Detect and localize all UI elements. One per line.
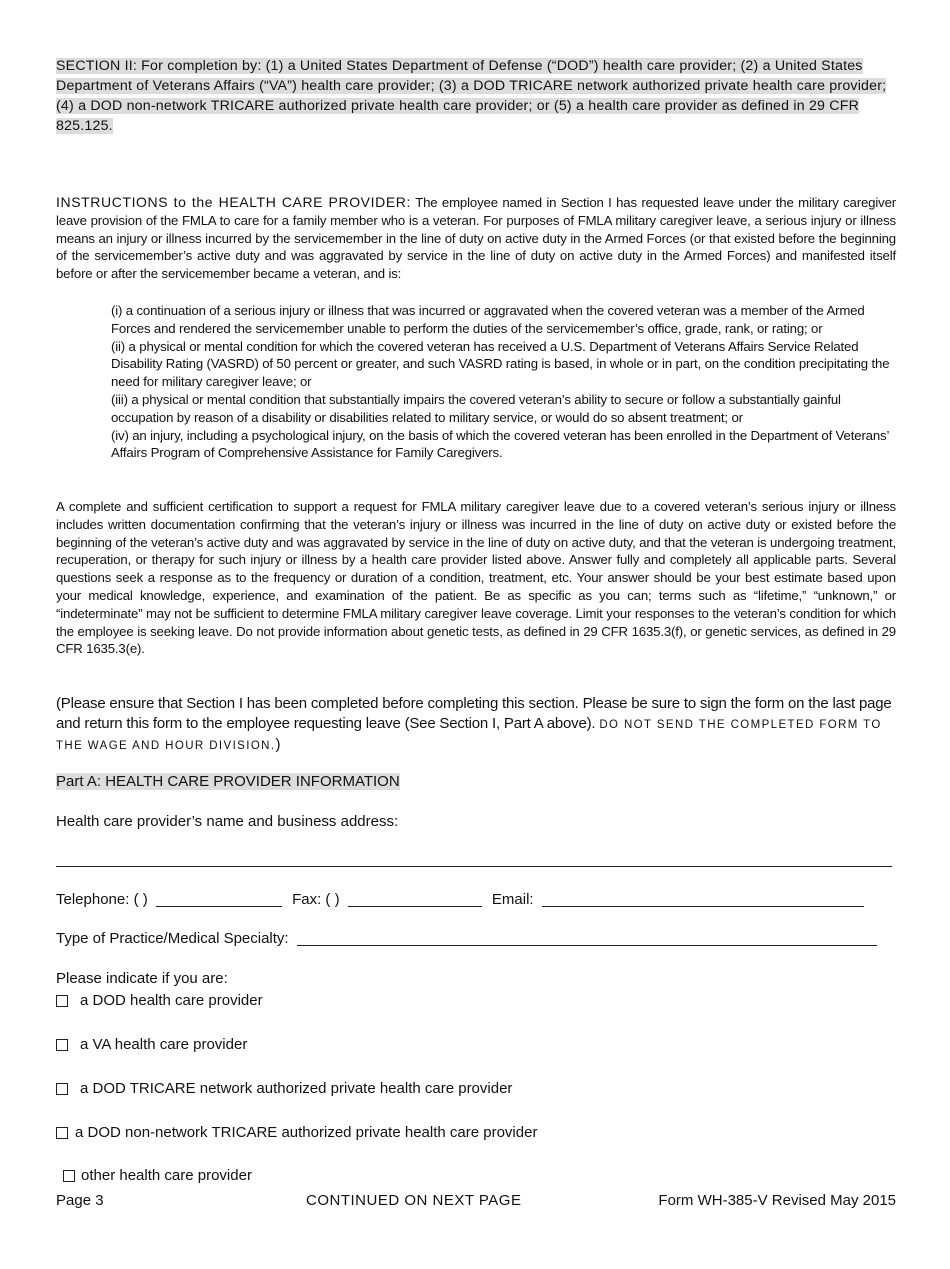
checkbox-va[interactable] [56,1039,68,1051]
section-header [56,56,896,136]
checkbox-dod[interactable] [56,995,68,1007]
option-tricare-non-network[interactable] [56,1124,537,1141]
criteria-item-i: (i) a continuation of a serious injury or illness that was incurred or aggravated when the covered veteran was a member of the Armed Forces and rendered the servicemember unable to perform the duties of the servicemember’s office, grade, rank, or rating; or [111,303,865,336]
email-field[interactable] [542,906,864,907]
ensure-text: (Please ensure that Section I has been completed before completing this section. Please be sure to sign the form on the last page and return this form to the employee requesting leave (See Section I, Part A above). [56,695,892,732]
provider-name-address-label: Health care provider’s name and business address: [56,813,399,830]
criteria-list [111,302,891,462]
form-revision: Form WH-385-V Revised May 2015 [658,1192,896,1209]
specialty-field[interactable] [297,945,877,946]
instructions-text: The employee named in Section I has requested leave under the military caregiver leave provision of the FMLA to care for a family member who is a veteran. For purposes of FMLA military caregiver leave, a serious injury or illness means an injury or illness incurred by the servicemember in the line of duty on active duty in the Armed Forces (or that existed before the beginning of the servicemember’s active duty and was aggravated by service in the line of duty on active duty in the Armed Forces) and manifested itself before or after the servicemember became a veteran, and is: [56,195,897,282]
checkbox-tricare-non-network[interactable] [56,1127,68,1139]
ensure-paragraph [56,694,896,756]
ensure-close: ) [275,736,281,753]
instructions-label: INSTRUCTIONS to the HEALTH CARE PROVIDER: [56,194,411,210]
fax-field[interactable] [348,906,482,907]
option-other-label: other health care provider [81,1167,252,1184]
checkbox-tricare-network[interactable] [56,1083,68,1095]
fax-label: Fax: ( ) [292,891,340,908]
certification-paragraph: A complete and sufficient certification to support a request for FMLA military caregiver leave due to a covered veteran’s serious injury or illness includes written documentation confirming that the veteran’s injury or illness was incurred in the line of duty on active duty or existed before the beginning of the veteran’s active duty and was aggravated by service in the line of duty on active duty, and that the veteran is undergoing treatment, recuperation, or therapy for such injury or illness by a health care provider listed above. Answer fully and completely all applicable parts. Several questions seek a response as to the frequency or duration of a condition, treatment, etc. Your answer should be your best estimate based upon your medical knowledge, experience, and examination of the patient. Be as specific as you can; terms such as “lifetime,” “unknown,” or “indeterminate” may not be sufficient to determine FMLA military caregiver leave coverage. Limit your responses to the veteran’s condition for which the employee is seeking leave. Do not provide information about genetic tests, as defined in 29 CFR 1635.3(f), or genetic services, as defined in 29 CFR 1635.3(e). [56,499,896,657]
ensure-caps-warning: DO NOT SEND THE COMPLETED FORM TO THE WAGE AND HOUR DIVISION. [56,719,882,752]
part-a-title-text: Part A: HEALTH CARE PROVIDER INFORMATION [56,773,400,790]
option-tricare-non-network-label: a DOD non-network TRICARE authorized private health care provider [75,1124,538,1141]
indicate-label: Please indicate if you are: [56,970,228,987]
checkbox-other[interactable] [63,1170,75,1182]
option-dod[interactable] [56,992,263,1009]
option-dod-label: a DOD health care provider [80,992,263,1009]
specialty-row [56,930,877,947]
part-a-title [56,772,400,792]
provider-name-address-field[interactable] [56,866,892,867]
email-label: Email: [491,891,534,908]
telephone-field[interactable] [156,906,282,907]
contact-row [56,891,864,908]
specialty-label: Type of Practice/Medical Specialty: [56,930,289,947]
option-va[interactable] [56,1036,247,1053]
option-tricare-network-label: a DOD TRICARE network authorized private health care provider [80,1080,513,1097]
telephone-label: Telephone: ( ) [56,891,148,908]
option-tricare-network[interactable] [56,1080,512,1097]
instructions-paragraph [56,194,896,283]
option-va-label: a VA health care provider [80,1036,248,1053]
page-number: Page 3 [56,1192,104,1209]
criteria-item-iii: (iii) a physical or mental condition that substantially impairs the covered veteran’s ability to secure or follow a substantially gainful occupation by reason of a disability or disabilities related to military service, or would do so absent treatment; or [111,391,841,425]
continued-note: CONTINUED ON NEXT PAGE [306,1192,522,1209]
criteria-item-ii: (ii) a physical or mental condition for which the covered veteran has received a U.S. Department of Veterans Affairs Service Related Disability Rating (VASRD) of 50 percent or greater, and such VASRD rating is based, in whole or in part, on the condition precipitating the need for military caregiver leave; or [111,338,890,390]
section-header-text: SECTION II: For completion by: (1) a United States Department of Defense (“DOD”) health care provider; (2) a United States Department of Veterans Affairs (“VA”) health care provider; (3) a DOD TRICARE network authorized private health care provider; (4) a DOD non-network TRICARE authorized private health care provider; or (5) a health care provider as defined in 29 CFR 825.125. [56,58,887,134]
criteria-item-iv: (iv) an injury, including a psychological injury, on the basis of which the covered veteran has been enrolled in the Department of Veterans’ Affairs Program of Comprehensive Assistance for Family Caregivers. [111,427,889,461]
option-other[interactable] [63,1167,252,1184]
